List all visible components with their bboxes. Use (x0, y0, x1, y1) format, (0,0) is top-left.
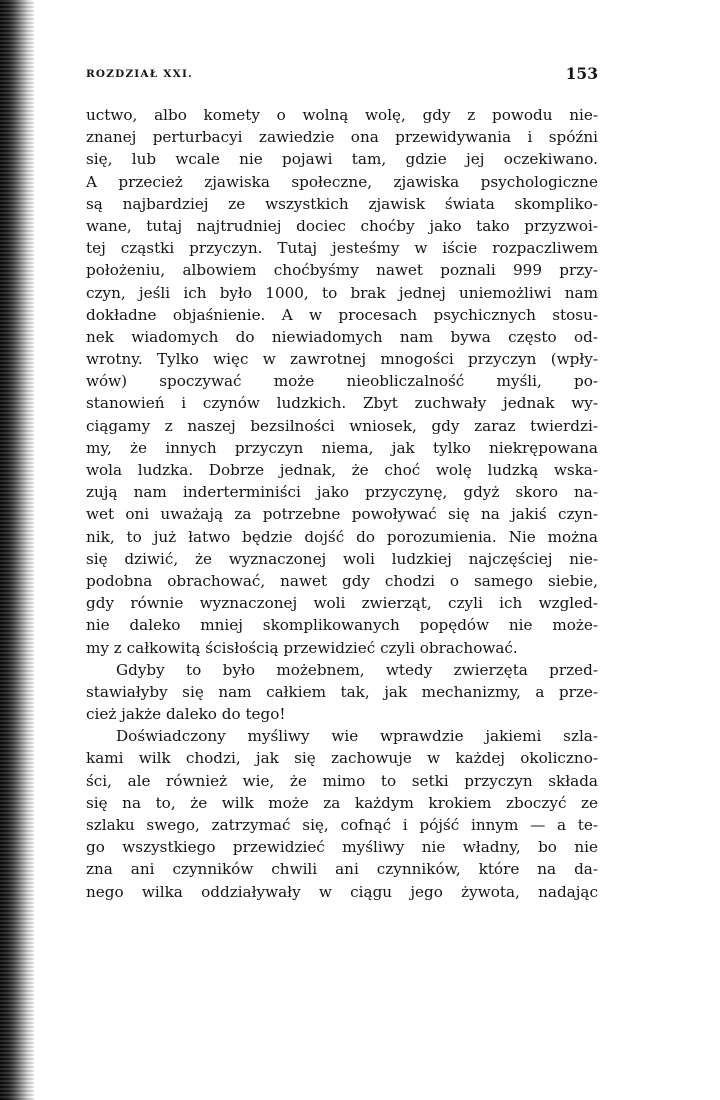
text-line: gdy równie wyznaczonej woli zwierząt, czyli ich wzgled- (86, 594, 598, 613)
paragraph-first-line: Gdyby to było możebnem, wtedy zwierzęta przed- (116, 660, 598, 679)
page-number: 153 (565, 64, 598, 83)
text-line: wane, tutaj najtrudniej dociec choćby jako tako przyzwoi- (86, 216, 598, 235)
text-line: wola ludzka. Dobrze jednak, że choć wolę ludzką wska- (86, 461, 598, 479)
text-line: się dziwić, że wyznaczonej woli ludzkiej najczęściej nie- (86, 549, 598, 568)
text-line: ści, ale również wie, że mimo to setki przyczyn składa (86, 771, 598, 790)
scan-binding-edge (0, 0, 34, 1100)
text-line: A przecież zjawiska społeczne, zjawiska psychologiczne (86, 172, 598, 191)
text-line: szlaku swego, zatrzymać się, cofnąć i pójść innym — a te- (86, 816, 598, 834)
running-head: ROZDZIAŁ XXI. (86, 68, 193, 80)
text-line: stanowień i czynów ludzkich. Zbyt zuchwały jednak wy- (86, 394, 598, 413)
text-line: ciągamy z naszej bezsilności wniosek, gdy zaraz twierdzi- (86, 416, 598, 435)
text-line: wów) spoczywać może nieobliczalność myśli, po- (86, 372, 598, 391)
text-line: cież jakże daleko do tego! (86, 705, 286, 724)
text-line: zują nam inderterminiści jako przyczynę, gdyż skoro na- (86, 483, 598, 502)
text-line: tej cząstki przyczyn. Tutaj jesteśmy w iście rozpaczliwem (86, 239, 598, 258)
text-line: nego wilka oddziaływały w ciągu jego żywota, nadając (86, 882, 598, 901)
text-line: czyn, jeśli ich było 1000, to brak jednej uniemożliwi nam (86, 283, 598, 302)
text-line: wet oni uważają za potrzebne powoływać się na jakiś czyn- (86, 505, 598, 524)
text-line: uctwo, albo komety o wolną wolę, gdy z powodu nie- (86, 106, 598, 124)
text-line: my z całkowitą ścisłością przewidzieć czyli obrachować. (86, 638, 518, 657)
text-line: dokładne objaśnienie. A w procesach psychicznych stosu- (86, 305, 598, 324)
text-line: są najbardziej ze wszystkich zjawisk świata skompliko- (86, 194, 598, 213)
text-line: stawiałyby się nam całkiem tak, jak mechanizmy, a prze- (86, 682, 598, 701)
text-line: zna ani czynników chwili ani czynników, które na da- (86, 860, 598, 879)
text-line: nik, to już łatwo będzie dojść do porozumienia. Nie można (86, 527, 598, 546)
paragraph-first-line: Doświadczony myśliwy wie wprawdzie jakiemi szla- (116, 727, 598, 746)
page-header (86, 64, 598, 88)
text-line: się na to, że wilk może za każdym krokiem zboczyć ze (86, 793, 598, 812)
text-line: nek wiadomych do niewiadomych nam bywa często od- (86, 327, 598, 346)
text-line: kami wilk chodzi, jak się zachowuje w każdej okoliczno- (86, 749, 598, 768)
text-line: znanej perturbacyi zawiedzie ona przewidywania i spóźni (86, 128, 598, 147)
text-line: podobna obrachować, nawet gdy chodzi o samego siebie, (86, 571, 598, 590)
text-line: położeniu, albowiem choćbyśmy nawet poznali 999 przy- (86, 261, 598, 280)
text-line: wrotny. Tylko więc w zawrotnej mnogości przyczyn (wpły- (86, 350, 598, 369)
body-text (86, 104, 598, 903)
text-line: nie daleko mniej skomplikowanych popędów nie może- (86, 616, 598, 635)
text-line: my, że innych przyczyn niema, jak tylko niekrępowana (86, 438, 598, 457)
text-line: się, lub wcale nie pojawi tam, gdzie jej oczekiwano. (86, 150, 598, 169)
text-line: go wszystkiego przewidzieć myśliwy nie władny, bo nie (86, 838, 598, 857)
